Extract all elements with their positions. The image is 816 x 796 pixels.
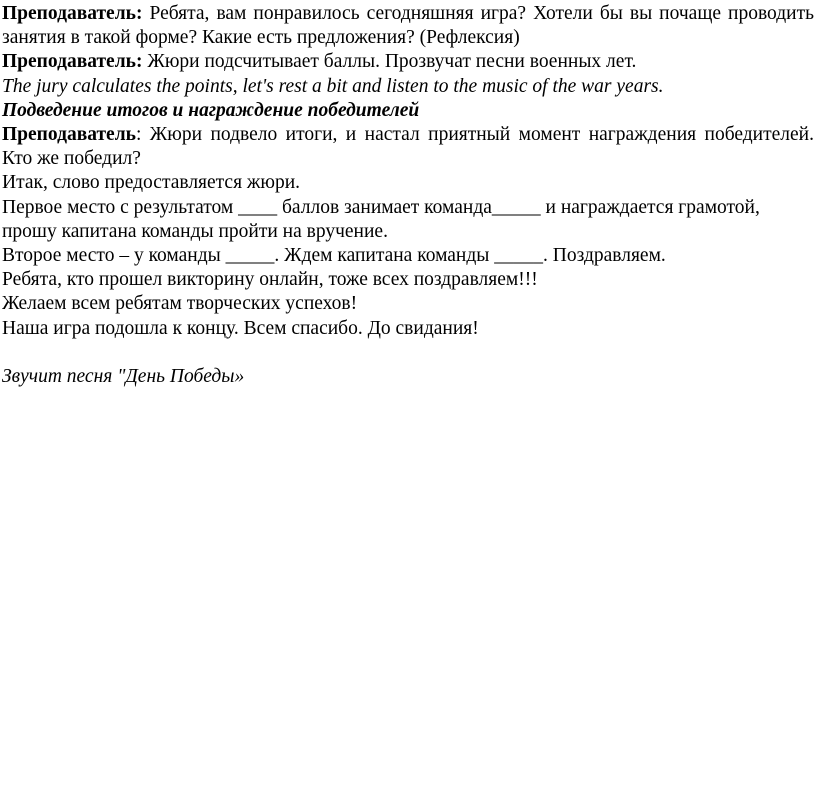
english-note: The jury calculates the points, let's rest a bit and listen to the music of the war years.: [2, 75, 664, 97]
document-page: [0, 0, 816, 389]
song-note: Звучит песня "День Победы»: [2, 365, 245, 387]
teacher-results-paragraph: [2, 123, 814, 171]
speaker-label: Преподаватель: [2, 124, 136, 146]
paragraph-text: Жюри подсчитывает баллы. Прозвучат песни военных лет.: [142, 51, 637, 73]
wishes-paragraph: Желаем всем ребятам творческих успехов!: [2, 293, 358, 315]
section-heading: Подведение итогов и награждение победителей: [2, 99, 420, 121]
speaker-label: Преподаватель:: [2, 3, 143, 24]
teacher-jury-paragraph: [2, 50, 816, 74]
second-place-paragraph: Второе место – у команды _____. Ждем капитана команды _____. Поздравляем.: [2, 245, 666, 267]
farewell-paragraph: Наша игра подошла к концу. Всем спасибо. До свидания!: [2, 317, 479, 339]
online-quiz-paragraph: Ребята, кто прошел викторину онлайн, тоже всех поздравляем!!!: [2, 269, 538, 291]
teacher-reflection-paragraph: [2, 2, 814, 50]
blank-line: [2, 341, 816, 365]
jury-floor-paragraph: Итак, слово предоставляется жюри.: [2, 172, 301, 194]
paragraph-text: Ребята, вам понравилось сегодняшняя игра? Хотели бы вы почаще проводить занятия в такой форме? Какие есть предложения? (Рефлексия): [2, 3, 814, 49]
paragraph-text: : Жюри подвело итоги, и настал приятный момент награждения победителей. Кто же победил?: [2, 124, 814, 170]
speaker-label: Преподаватель:: [2, 51, 143, 73]
first-place-paragraph: Первое место с результатом ____ баллов занимает команда_____ и награждается грамотой, прошу капитана команды пройти на вручение.: [2, 196, 760, 242]
